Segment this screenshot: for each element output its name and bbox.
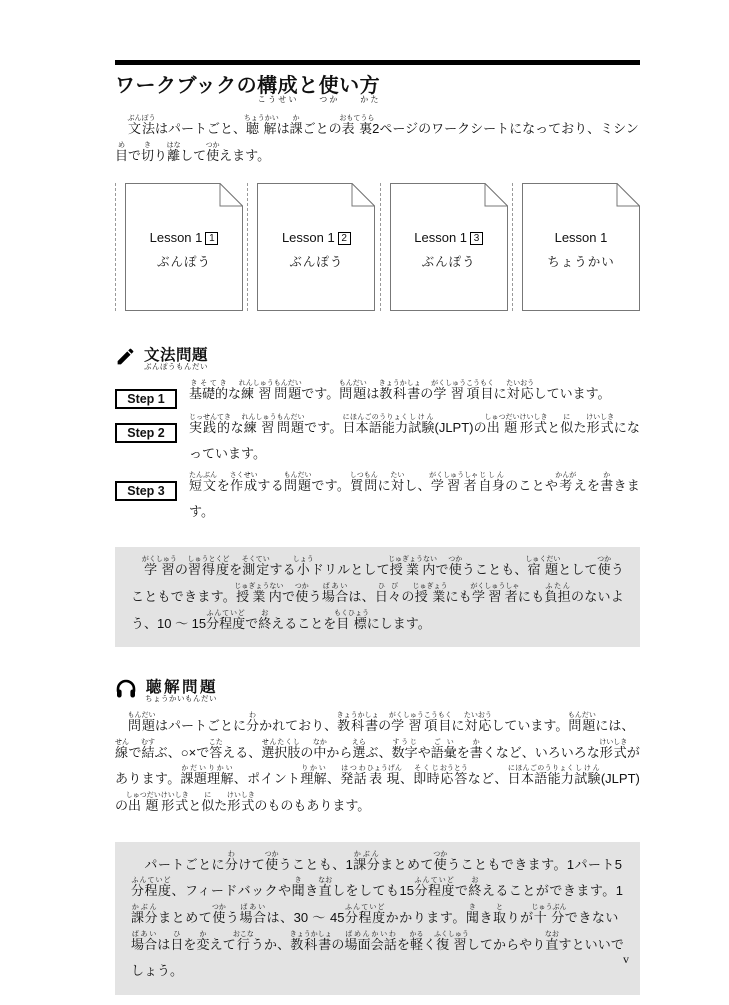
card-sheet — [522, 183, 640, 311]
card-lesson-label: Lesson 1 — [554, 230, 608, 246]
card-subject-label: ぶんぽう — [421, 255, 476, 270]
intro-paragraph: 文法ぶんぽうはパートごと、聴解ちょうかいは課かごとの表裏おもてうら2ページのワークシートになっており、ミシン目めで切きり離はなして使つかえます。 — [115, 115, 639, 163]
card-subject-label: ぶんぽう — [156, 255, 211, 270]
card-text — [125, 183, 243, 270]
listening-heading-label: 聴解問題ちょうかいもんだい — [145, 679, 217, 704]
card-lesson-label: Lesson 1 — [281, 230, 335, 246]
perforation-line — [380, 183, 381, 311]
step-2-label: Step 2 — [115, 423, 177, 443]
card-lesson-line — [522, 230, 640, 245]
card-lesson-line — [257, 230, 375, 245]
card-lesson-line — [390, 230, 508, 245]
headphones-icon — [115, 678, 137, 700]
worksheet-card-grammar-2 — [247, 183, 375, 311]
card-subject-label: ちょうかい — [547, 255, 615, 270]
card-number-box: 3 — [470, 232, 483, 245]
worksheet-cards — [115, 183, 640, 311]
step-3-text: 短文たんぶんを作成さくせいする問題もんだいです。質問しつもんに対たいし、学習者がくしゅうしゃ自身じしんのことや考かんがえを書かきます。 — [189, 472, 640, 520]
grammar-heading-label: 文法問題ぶんぽうもんだい — [144, 347, 209, 372]
card-number-box: 2 — [338, 232, 351, 245]
worksheet-card-grammar-1 — [115, 183, 243, 311]
card-text — [390, 183, 508, 270]
step-row-2 — [115, 414, 640, 467]
card-lesson-label: Lesson 1 — [149, 230, 203, 246]
page-number: v — [623, 952, 629, 966]
page-title: ワークブックの構成こうせいと使つかい方かた — [115, 75, 381, 104]
card-number-box: 1 — [205, 232, 218, 245]
step-2-text: 実践的じっせんてきな練習れんしゅう問題もんだいです。日本語能力にほんごのうりょく試験しけん(JLPT)の出題しゅつだい形式けいしきと似にた形式けいしきになっています。 — [189, 414, 640, 462]
grammar-note-box: 学習がくしゅうの習得度しゅうとくどを測定そくていする小しょうドリルとして授業内じゅぎょうないで使つかうことも、宿題しゅくだいとして使つかうこともできます。授業内じゅぎょうないで使つかう場合ばあいは、日々ひびの授業じゅぎょうにも学習者がくしゅうしゃにも負担ふたんのないよう、10 〜 15分程度ふんていどで終おえることを目標もくひょうにします。 — [115, 547, 640, 647]
worksheet-card-listening — [512, 183, 640, 311]
perforation-line — [247, 183, 248, 311]
card-lesson-line — [125, 230, 243, 245]
listening-note-box: パートごとに分わけて使つかうことも、1課分かぶんまとめて使つかうこともできます。1パート5分程度ふんていど、フィードバックや聞きき直なおしをしても15分程度ふんていどで終おえることができます。1課分かぶんまとめて使つかう場合ばあいは、30 〜 45分程度ふんていどかかります。聞きき取とりが十分じゅうぶんできない場合ばあいは日ひを変かえて行おこなうか、教科書きょうかしょの場面ばめん会話かいわを軽かるく復習ふくしゅうしてからやり直なおすといいでしょう。 — [115, 842, 640, 995]
listening-section-heading — [115, 675, 640, 702]
page-content — [115, 0, 640, 995]
card-lesson-label: Lesson 1 — [414, 230, 468, 246]
worksheet-card-grammar-3 — [380, 183, 508, 311]
perforation-line — [115, 183, 116, 311]
card-sheet — [390, 183, 508, 311]
title-block — [115, 60, 640, 103]
grammar-steps — [115, 380, 640, 525]
step-1-label: Step 1 — [115, 389, 177, 409]
perforation-line — [512, 183, 513, 311]
card-subject-label: ぶんぽう — [289, 255, 344, 270]
listening-paragraph: 問題もんだいはパートごとに分わかれており、教科書きょうかしょの学習がくしゅう項目こうもくに対応たいおうしています。問題もんだいには、線せんで結むすぶ、○×で答こたえる、選択肢せんたくしの中なかから選えらぶ、数字すうじや語彙ごいを書かくなど、いろいろな形式けいしきがあります。課題かだい理解りかい、ポイント理解りかい、発話はつわ表現ひょうげん、即時そくじ応答おうとうなど、日本語能力にほんごのうりょく試験しけん(JLPT)の出題しゅつだい形式けいしきと似にた形式けいしきのものもあります。 — [115, 712, 640, 814]
step-row-3 — [115, 472, 640, 525]
step-1-text: 基礎的きそてきな練習れんしゅう問題もんだいです。問題もんだいは教科書きょうかしょの学習がくしゅう項目こうもくに対応たいおうしています。 — [189, 380, 611, 402]
card-sheet — [125, 183, 243, 311]
step-row-1 — [115, 380, 640, 409]
card-text — [522, 183, 640, 270]
card-text — [257, 183, 375, 270]
grammar-section-heading — [115, 343, 640, 370]
pencil-icon — [115, 346, 136, 367]
card-sheet — [257, 183, 375, 311]
step-3-label: Step 3 — [115, 481, 177, 501]
